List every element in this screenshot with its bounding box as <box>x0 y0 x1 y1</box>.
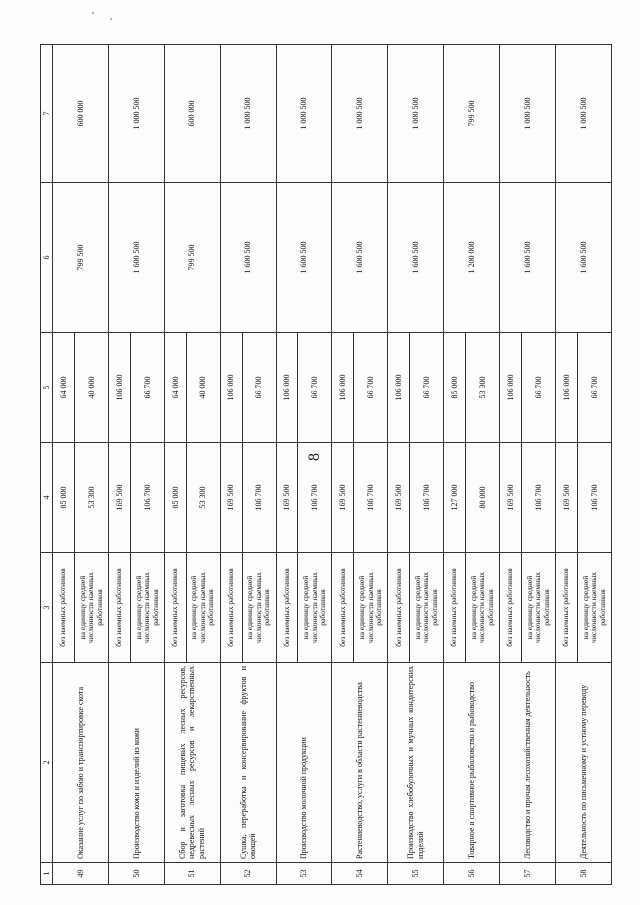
value-col7: 1 000 500 <box>500 45 556 183</box>
row-number: 50 <box>108 863 164 885</box>
value-col7: 600 000 <box>53 45 109 183</box>
value-col5-per-worker: 40 000 <box>186 333 220 443</box>
value-col4-without-workers: 169 500 <box>108 443 130 553</box>
value-col4-without-workers: 169 500 <box>276 443 298 553</box>
table-row <box>388 45 410 885</box>
label-per-worker: на единицу средней численности наемных работников <box>186 553 220 663</box>
value-col5-per-worker: 66 700 <box>577 333 611 443</box>
activity-name: Товарное и спортивное рыболовство и рыбоводство <box>444 663 500 863</box>
page-number: 8 <box>306 453 323 461</box>
value-col6: 1 600 500 <box>220 183 276 333</box>
value-col4-per-worker: 80 000 <box>466 443 500 553</box>
value-col6: 1 600 500 <box>388 183 444 333</box>
value-col6: 1 600 500 <box>500 183 556 333</box>
header-cell: 5 <box>41 333 53 443</box>
value-col5-per-worker: 66 700 <box>298 333 332 443</box>
value-col5-per-worker: 66 700 <box>521 333 555 443</box>
header-cell: 1 <box>41 863 53 885</box>
value-col5-without-workers: 106 000 <box>388 333 410 443</box>
header-cell: 3 <box>41 553 53 663</box>
value-col5-without-workers: 106 000 <box>555 333 577 443</box>
label-per-worker: на единицу средней численности наемных работников <box>410 553 444 663</box>
header-row <box>41 45 53 885</box>
value-col4-without-workers: 169 500 <box>500 443 522 553</box>
row-number: 57 <box>500 863 556 885</box>
row-number: 55 <box>388 863 444 885</box>
value-col4-without-workers: 127 000 <box>444 443 466 553</box>
value-col6: 799 500 <box>53 183 109 333</box>
value-col5-per-worker: 40 000 <box>74 333 108 443</box>
value-col4-per-worker: 53 300 <box>74 443 108 553</box>
label-per-worker: на единицу средней численности наемных работников <box>354 553 388 663</box>
header-cell: 2 <box>41 663 53 863</box>
table-row <box>53 45 75 885</box>
value-col5-per-worker: 53 300 <box>466 333 500 443</box>
value-col5-without-workers: 106 000 <box>276 333 298 443</box>
value-col7: 799 500 <box>444 45 500 183</box>
value-col5-without-workers: 64 000 <box>53 333 75 443</box>
activity-name: Сушка, переработка и консервирование фруктов и овощей <box>220 663 276 863</box>
label-per-worker: на единицу средней численности наемных работников <box>130 553 164 663</box>
header-cell: 6 <box>41 183 53 333</box>
label-without-workers: без наемных работников <box>108 553 130 663</box>
label-without-workers: без наемных работников <box>164 553 186 663</box>
table-row <box>220 45 242 885</box>
row-number: 56 <box>444 863 500 885</box>
value-col6: 1 600 500 <box>108 183 164 333</box>
value-col6: 1 600 500 <box>555 183 611 333</box>
value-col6: 1 600 500 <box>276 183 332 333</box>
value-col4-per-worker: 106 700 <box>298 443 332 553</box>
activity-name: Сбор и заготовка пищевых лесных ресурсов, недревесных лесных ресурсов и лекарственных растений <box>164 663 220 863</box>
value-col5-without-workers: 64 000 <box>164 333 186 443</box>
activity-name: Производство кожи и изделий из кожи <box>108 663 164 863</box>
value-col5-per-worker: 66 700 <box>410 333 444 443</box>
label-per-worker: на единицу средней численности наемных работников <box>74 553 108 663</box>
value-col4-without-workers: 85 000 <box>53 443 75 553</box>
table-row <box>276 45 298 885</box>
table-row <box>108 45 130 885</box>
value-col4-without-workers: 169 500 <box>220 443 242 553</box>
value-col4-per-worker: 106 700 <box>130 443 164 553</box>
value-col4-per-worker: 106 700 <box>577 443 611 553</box>
label-without-workers: без наемных работников <box>276 553 298 663</box>
table-row <box>332 45 354 885</box>
header-cell: 7 <box>41 45 53 183</box>
activity-name: Лесоводство и прочая лесохозяйственная деятельность <box>500 663 556 863</box>
activity-name: Деятельность по письменному и устному переводу <box>555 663 611 863</box>
value-col4-per-worker: 106 700 <box>410 443 444 553</box>
value-col4-without-workers: 169 500 <box>332 443 354 553</box>
scan-speck <box>92 12 94 14</box>
value-col7: 1 000 500 <box>388 45 444 183</box>
value-col5-without-workers: 106 000 <box>220 333 242 443</box>
row-number: 53 <box>276 863 332 885</box>
value-col4-per-worker: 53 300 <box>186 443 220 553</box>
label-per-worker: на единицу средней численности наемных работников <box>521 553 555 663</box>
label-without-workers: без наемных работников <box>388 553 410 663</box>
row-number: 52 <box>220 863 276 885</box>
value-col4-without-workers: 85 000 <box>164 443 186 553</box>
header-cell: 4 <box>41 443 53 553</box>
value-col7: 1 000 500 <box>108 45 164 183</box>
label-without-workers: без наемных работников <box>555 553 577 663</box>
value-col4-without-workers: 169 500 <box>555 443 577 553</box>
row-number: 51 <box>164 863 220 885</box>
label-per-worker: на единицу средней численности наемных работников <box>466 553 500 663</box>
activity-name: Растениеводство, услуги в области растениеводства <box>332 663 388 863</box>
label-per-worker: на единицу средней численности наемных работников <box>298 553 332 663</box>
value-col5-without-workers: 85 000 <box>444 333 466 443</box>
value-col5-without-workers: 106 000 <box>108 333 130 443</box>
value-col7: 600 000 <box>164 45 220 183</box>
label-without-workers: без наемных работников <box>332 553 354 663</box>
row-number: 58 <box>555 863 611 885</box>
table-row <box>164 45 186 885</box>
activity-name: Производство хлебобулочных и мучных кондитерских изделий <box>388 663 444 863</box>
table-row <box>555 45 577 885</box>
activity-name: Оказание услуг по забою и транспортировке скота <box>53 663 109 863</box>
label-without-workers: без наемных работников <box>53 553 75 663</box>
scan-speck <box>110 18 112 20</box>
value-col5-per-worker: 66 700 <box>130 333 164 443</box>
value-col4-without-workers: 169 500 <box>388 443 410 553</box>
value-col7: 1 000 500 <box>220 45 276 183</box>
label-without-workers: без наемных работников <box>220 553 242 663</box>
label-per-worker: на единицу средней численности наемных работников <box>577 553 611 663</box>
row-number: 49 <box>53 863 109 885</box>
value-col6: 799 500 <box>164 183 220 333</box>
label-per-worker: на единицу средней численности наемных работников <box>242 553 276 663</box>
value-col7: 1 000 500 <box>555 45 611 183</box>
data-table <box>40 44 612 885</box>
label-without-workers: без наемных работников <box>500 553 522 663</box>
label-without-workers: без наемных работников <box>444 553 466 663</box>
table-row <box>500 45 522 885</box>
value-col6: 1 200 000 <box>444 183 500 333</box>
value-col5-per-worker: 66 700 <box>354 333 388 443</box>
activity-name: Производство молочной продукции <box>276 663 332 863</box>
value-col5-without-workers: 106 000 <box>332 333 354 443</box>
value-col7: 1 000 500 <box>276 45 332 183</box>
table-body <box>41 45 612 885</box>
table-row <box>444 45 466 885</box>
value-col5-per-worker: 66 700 <box>242 333 276 443</box>
value-col4-per-worker: 106 700 <box>354 443 388 553</box>
rotated-table-container <box>40 45 612 885</box>
row-number: 54 <box>332 863 388 885</box>
value-col5-without-workers: 106 000 <box>500 333 522 443</box>
value-col4-per-worker: 106 700 <box>242 443 276 553</box>
value-col4-per-worker: 106 700 <box>521 443 555 553</box>
value-col6: 1 600 500 <box>332 183 388 333</box>
value-col7: 1 000 500 <box>332 45 388 183</box>
